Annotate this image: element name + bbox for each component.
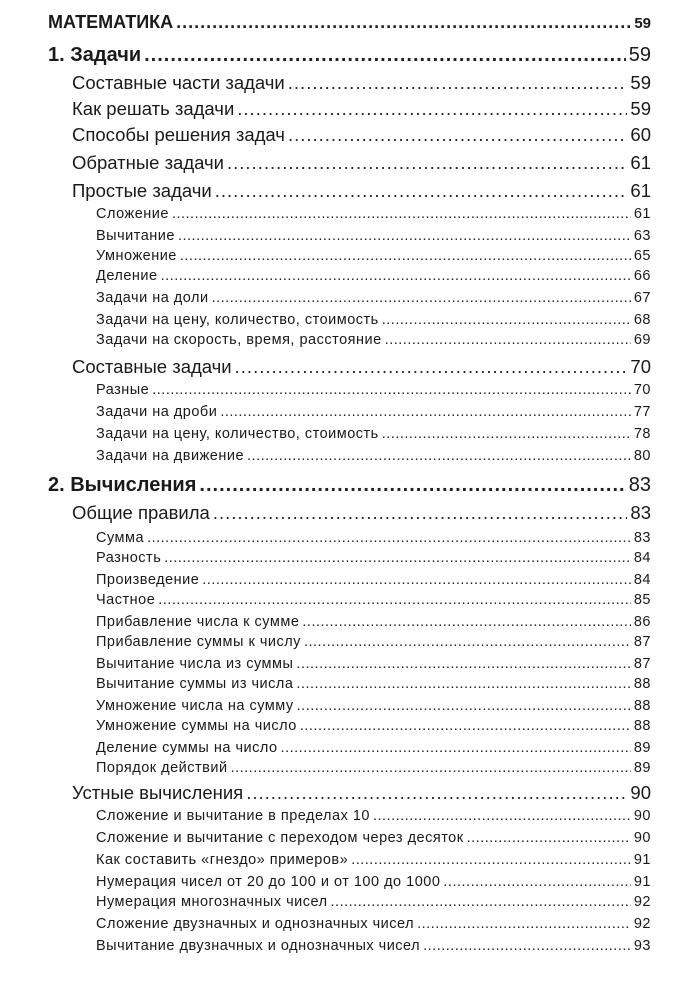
toc-entry-title: Сложение и вычитание с переходом через десяток — [96, 830, 464, 846]
dot-leader — [382, 427, 631, 442]
toc-entry[interactable] — [72, 72, 651, 94]
toc-entry[interactable] — [96, 592, 651, 608]
toc-entry[interactable] — [96, 550, 651, 566]
dot-leader — [281, 741, 631, 756]
toc-entry-title: Деление суммы на число — [96, 740, 278, 756]
toc-entry-page-number: 87 — [633, 656, 651, 672]
toc-entry-page-number: 70 — [633, 382, 651, 398]
toc-entry-page-number: 60 — [630, 124, 651, 145]
toc-entry[interactable] — [96, 530, 651, 546]
toc-entry-page-number: 86 — [633, 614, 651, 630]
dot-leader — [302, 615, 630, 630]
toc-entry-page-number: 59 — [628, 44, 651, 66]
toc-entry[interactable] — [96, 916, 651, 932]
toc-entry-title: Задачи на скорость, время, расстояние — [96, 332, 382, 348]
toc-entry-title: Деление — [96, 268, 158, 284]
dot-leader — [296, 657, 630, 672]
toc-entry-page-number: 93 — [633, 938, 651, 954]
toc-entry-title: Устные вычисления — [72, 782, 244, 803]
toc-entry-title: Умножение числа на сумму — [96, 698, 294, 714]
toc-entry-title: Сложение двузначных и однозначных чисел — [96, 916, 415, 932]
toc-entry[interactable] — [96, 698, 651, 714]
toc-entry[interactable] — [96, 760, 651, 776]
toc-entry[interactable] — [48, 12, 651, 33]
toc-entry[interactable] — [96, 404, 651, 420]
toc-entry-page-number: 67 — [633, 290, 651, 306]
dot-leader — [331, 895, 631, 910]
toc-entry-title: Задачи на доли — [96, 290, 209, 306]
toc-entry-title: Задачи на дроби — [96, 404, 218, 420]
dot-leader — [304, 635, 631, 650]
toc-entry[interactable] — [72, 502, 651, 524]
dot-leader — [178, 229, 631, 244]
toc-entry-title: Сумма — [96, 530, 145, 546]
dot-leader — [215, 182, 628, 201]
toc-entry[interactable] — [96, 808, 651, 824]
toc-entry[interactable] — [96, 312, 651, 328]
toc-entry-title: Разные — [96, 382, 150, 398]
dot-leader — [246, 784, 627, 803]
dot-leader — [288, 74, 628, 93]
toc-entry-page-number: 91 — [633, 874, 651, 890]
toc-entry-page-number: 80 — [633, 448, 651, 464]
dot-leader — [237, 100, 627, 119]
toc-entry-page-number: 70 — [630, 356, 651, 377]
toc-entry-title: Разность — [96, 550, 162, 566]
toc-entry-title: Нумерация многозначных чисел — [96, 894, 328, 910]
toc-entry-page-number: 89 — [633, 740, 651, 756]
toc-entry-title: МАТЕМАТИКА — [48, 12, 174, 32]
dot-leader — [382, 313, 631, 328]
toc-entry[interactable] — [96, 938, 651, 954]
dot-leader — [158, 593, 631, 608]
toc-entry[interactable] — [72, 782, 651, 804]
dot-leader — [213, 504, 628, 523]
dot-leader — [351, 853, 631, 868]
toc-entry-title: Обратные задачи — [72, 152, 224, 173]
dot-leader — [147, 531, 631, 546]
toc-entry[interactable] — [96, 676, 651, 692]
toc-entry-title: Сложение — [96, 206, 169, 222]
toc-entry-title: Вычитание двузначных и однозначных чисел — [96, 938, 421, 954]
toc-entry-page-number: 88 — [633, 698, 651, 714]
dot-leader — [164, 551, 631, 566]
toc-entry-page-number: 89 — [633, 760, 651, 776]
toc-entry-page-number: 85 — [633, 592, 651, 608]
toc-entry[interactable] — [96, 290, 651, 306]
dot-leader — [152, 383, 631, 398]
dot-leader — [443, 875, 630, 890]
toc-entry[interactable] — [96, 830, 651, 846]
toc-entry-page-number: 61 — [633, 206, 651, 222]
dot-leader — [199, 475, 625, 495]
toc-entry-page-number: 88 — [633, 676, 651, 692]
toc-entry-title: Простые задачи — [72, 180, 212, 201]
toc-entry-page-number: 83 — [630, 502, 651, 523]
toc-entry-title: Составные задачи — [72, 356, 232, 377]
toc-entry-page-number: 65 — [633, 248, 651, 264]
toc-entry-page-number: 90 — [633, 830, 651, 846]
toc-entry-title: Как составить «гнездо» примеров» — [96, 852, 349, 868]
toc-entry-page-number: 88 — [633, 718, 651, 734]
toc-entry[interactable] — [96, 248, 651, 264]
toc-entry-title: Способы решения задач — [72, 124, 285, 145]
dot-leader — [235, 358, 628, 377]
dot-leader — [297, 699, 631, 714]
toc-entry-page-number: 84 — [633, 550, 651, 566]
dot-leader — [417, 917, 631, 932]
toc-entry[interactable] — [96, 572, 651, 588]
toc-entry-page-number: 87 — [633, 634, 651, 650]
toc-entry[interactable] — [72, 356, 651, 378]
toc-entry-title: Как решать задачи — [72, 98, 235, 119]
toc-entry-title: Задачи на цену, количество, стоимость — [96, 312, 379, 328]
toc-entry-title: 2. Вычисления — [48, 474, 197, 496]
toc-entry-page-number: 91 — [633, 852, 651, 868]
toc-entry-title: Нумерация чисел от 20 до 100 и от 100 до 1000 — [96, 874, 441, 890]
dot-leader — [231, 761, 631, 776]
dot-leader — [212, 291, 631, 306]
toc-entry-page-number: 69 — [633, 332, 651, 348]
toc-entry-title: Умножение — [96, 248, 177, 264]
dot-leader — [385, 333, 631, 348]
toc-entry-page-number: 68 — [633, 312, 651, 328]
toc-entry[interactable] — [96, 656, 651, 672]
toc-entry[interactable] — [96, 634, 651, 650]
dot-leader — [373, 809, 631, 824]
toc-entry[interactable] — [96, 268, 651, 284]
dot-leader — [161, 269, 631, 284]
toc-entry[interactable] — [96, 740, 651, 756]
toc-entry-title: 1. Задачи — [48, 44, 142, 66]
dot-leader — [296, 677, 630, 692]
toc-entry-page-number: 63 — [633, 228, 651, 244]
toc-entry[interactable] — [96, 228, 651, 244]
dot-leader — [227, 154, 627, 173]
toc-entry-page-number: 92 — [633, 916, 651, 932]
toc-entry-page-number: 84 — [633, 572, 651, 588]
toc-entry[interactable] — [72, 152, 651, 174]
toc-entry-title: Умножение суммы на число — [96, 718, 297, 734]
toc-entry-title: Составные части задачи — [72, 72, 285, 93]
toc-entry-title: Прибавление суммы к числу — [96, 634, 301, 650]
dot-leader — [202, 573, 631, 588]
toc-entry[interactable] — [72, 180, 651, 202]
toc-entry-page-number: 90 — [633, 808, 651, 824]
dot-leader — [288, 126, 627, 145]
dot-leader — [247, 449, 631, 464]
toc-entry-page-number: 77 — [633, 404, 651, 420]
toc-entry[interactable] — [48, 474, 651, 497]
toc-entry[interactable] — [96, 206, 651, 222]
toc-entry-title: Частное — [96, 592, 156, 608]
toc-entry-title: Общие правила — [72, 502, 210, 523]
toc-entry-page-number: 92 — [633, 894, 651, 910]
dot-leader — [220, 405, 631, 420]
toc-entry-title: Сложение и вычитание в пределах 10 — [96, 808, 370, 824]
toc-entry[interactable] — [96, 874, 651, 890]
toc-entry-page-number: 59 — [630, 98, 651, 119]
toc-entry[interactable] — [48, 44, 651, 67]
toc-entry-title: Произведение — [96, 572, 200, 588]
toc-entry-title: Задачи на цену, количество, стоимость — [96, 426, 379, 442]
toc-entry-page-number: 61 — [630, 180, 651, 201]
toc-entry-page-number: 59 — [634, 15, 651, 32]
toc-entry-title: Вычитание — [96, 228, 175, 244]
toc-entry-page-number: 61 — [630, 152, 651, 173]
toc-entry[interactable] — [96, 426, 651, 442]
toc-entry-title: Задачи на движение — [96, 448, 245, 464]
toc-entry[interactable] — [96, 894, 651, 910]
dot-leader — [144, 45, 626, 65]
toc-entry-page-number: 59 — [630, 72, 651, 93]
dot-leader — [172, 207, 631, 222]
toc-entry-page-number: 83 — [633, 530, 651, 546]
toc-entry[interactable] — [96, 332, 651, 348]
toc-entry[interactable] — [96, 382, 651, 398]
toc-entry[interactable] — [72, 124, 651, 146]
toc-entry[interactable] — [72, 98, 651, 120]
toc-entry[interactable] — [96, 448, 651, 464]
dot-leader — [467, 831, 631, 846]
toc-entry-page-number: 83 — [628, 474, 651, 496]
toc-entry-page-number: 78 — [633, 426, 651, 442]
toc-entry[interactable] — [96, 852, 651, 868]
dot-leader — [180, 249, 631, 264]
toc-entry-title: Вычитание суммы из числа — [96, 676, 294, 692]
toc-entry-title: Прибавление числа к сумме — [96, 614, 300, 630]
dot-leader — [176, 13, 631, 31]
dot-leader — [423, 939, 631, 954]
dot-leader — [300, 719, 631, 734]
toc-entry-title: Вычитание числа из суммы — [96, 656, 294, 672]
toc-entry[interactable] — [96, 718, 651, 734]
toc-entry-title: Порядок действий — [96, 760, 228, 776]
toc-entry-page-number: 90 — [630, 782, 651, 803]
toc-entry-page-number: 66 — [633, 268, 651, 284]
toc-entry[interactable] — [96, 614, 651, 630]
